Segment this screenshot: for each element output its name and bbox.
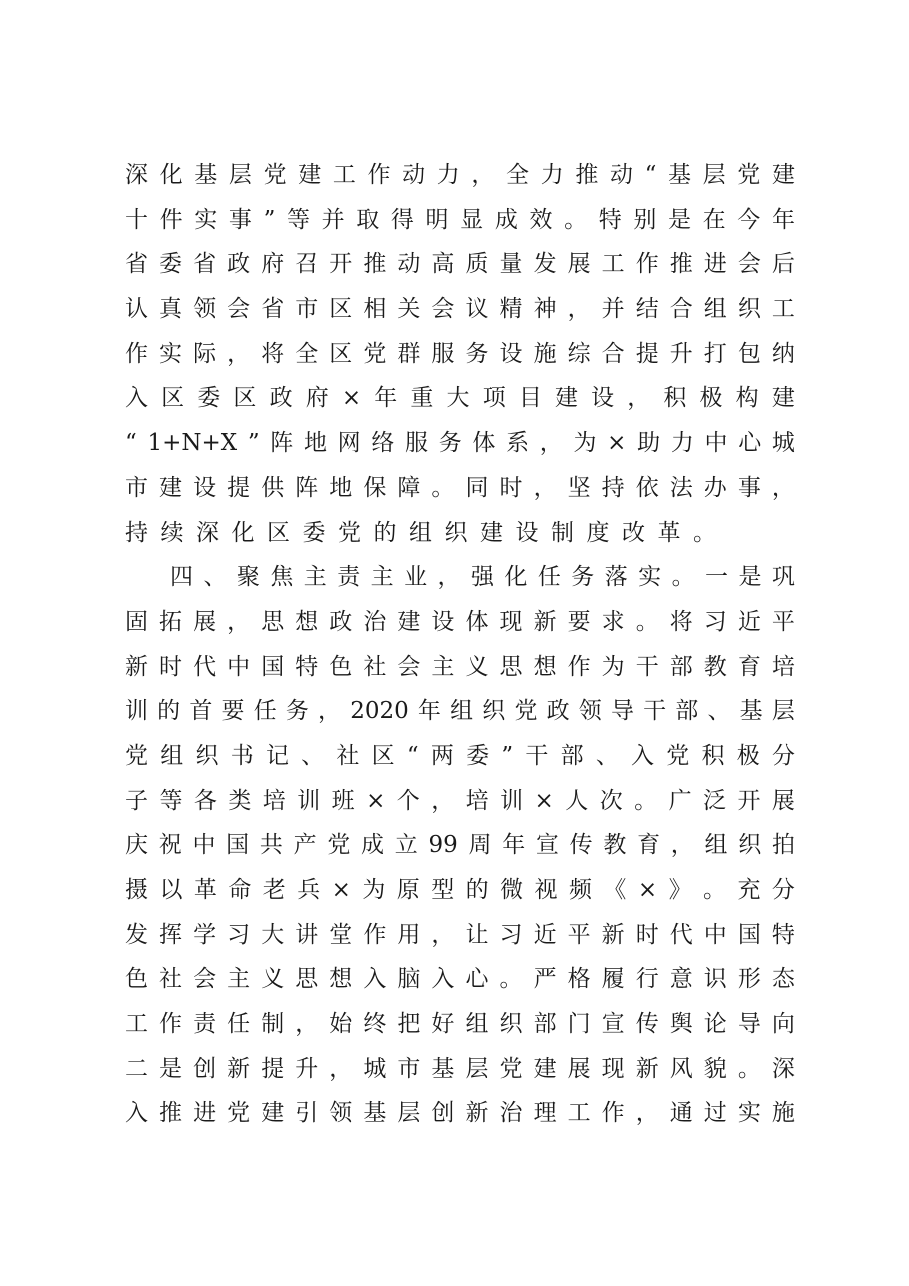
text-line: 十 件 实 事 ” 等 并 取 得 明 显 成 效 。 特 别 是 在 今 年	[125, 206, 795, 233]
text-line: 党 组 织 书 记 、 社 区 “ 两 委 ” 干 部 、 入 党 积 极 分	[125, 742, 795, 769]
text-line: 认 真 领 会 省 市 区 相 关 会 议 精 神 ， 并 结 合 组 织 工	[125, 296, 795, 323]
text-line: 发 挥 学 习 大 讲 堂 作 用 ， 让 习 近 平 新 时 代 中 国 特	[125, 921, 795, 948]
text-line: 入 推 进 党 建 引 领 基 层 创 新 治 理 工 作 ， 通 过 实 施	[125, 1100, 795, 1127]
text-line: 二 是 创 新 提 升 ， 城 市 基 层 党 建 展 现 新 风 貌 。 深	[125, 1055, 795, 1082]
text-line: 深 化 基 层 党 建 工 作 动 力 ， 全 力 推 动 “ 基 层 党 建	[125, 162, 795, 188]
text-line: 新 时 代 中 国 特 色 社 会 主 义 思 想 作 为 干 部 教 育 培	[125, 653, 795, 680]
text-line: 训 的 首 要 任 务 ， 2020 年 组 织 党 政 领 导 干 部 、 基 层	[125, 698, 795, 725]
text-line: 作 实 际 ， 将 全 区 党 群 服 务 设 施 综 合 提 升 打 包 纳	[125, 340, 795, 367]
text-line: 摄 以 革 命 老 兵 × 为 原 型 的 微 视 频 《 × 》 。 充 分	[125, 877, 795, 903]
section-heading-line: 四 、 聚 焦 主 责 主 业 ， 强 化 任 务 落 实 。 一 是 巩	[170, 564, 795, 591]
text-line: 固 拓 展 ， 思 想 政 治 建 设 体 现 新 要 求 。 将 习 近 平	[125, 608, 795, 635]
text-line: 入 区 委 区 政 府 × 年 重 大 项 目 建 设 ， 积 极 构 建	[125, 385, 795, 412]
text-line: 庆 祝 中 国 共 产 党 成 立 99 周 年 宣 传 教 育 ， 组 织 拍	[125, 832, 795, 859]
document-body	[125, 153, 795, 1136]
text-line: “ 1+N+X ” 阵 地 网 络 服 务 体 系 ， 为 × 助 力 中 心 城	[125, 430, 795, 457]
text-line: 省 委 省 政 府 召 开 推 动 高 质 量 发 展 工 作 推 进 会 后	[125, 251, 795, 278]
text-line: 子 等 各 类 培 训 班 × 个 ， 培 训 × 人 次 。 广 泛 开 展	[125, 787, 795, 814]
text-line: 色 社 会 主 义 思 想 入 脑 入 心 。 严 格 履 行 意 识 形 态	[125, 966, 795, 993]
text-line: 市 建 设 提 供 阵 地 保 障 。 同 时 ， 坚 持 依 法 办 事 ，	[125, 474, 795, 501]
paragraph-end-line: 持续深化区委党的组织建设制度改革。	[125, 519, 729, 546]
text-line: 工 作 责 任 制 ， 始 终 把 好 组 织 部 门 宣 传 舆 论 导 向	[125, 1011, 795, 1038]
